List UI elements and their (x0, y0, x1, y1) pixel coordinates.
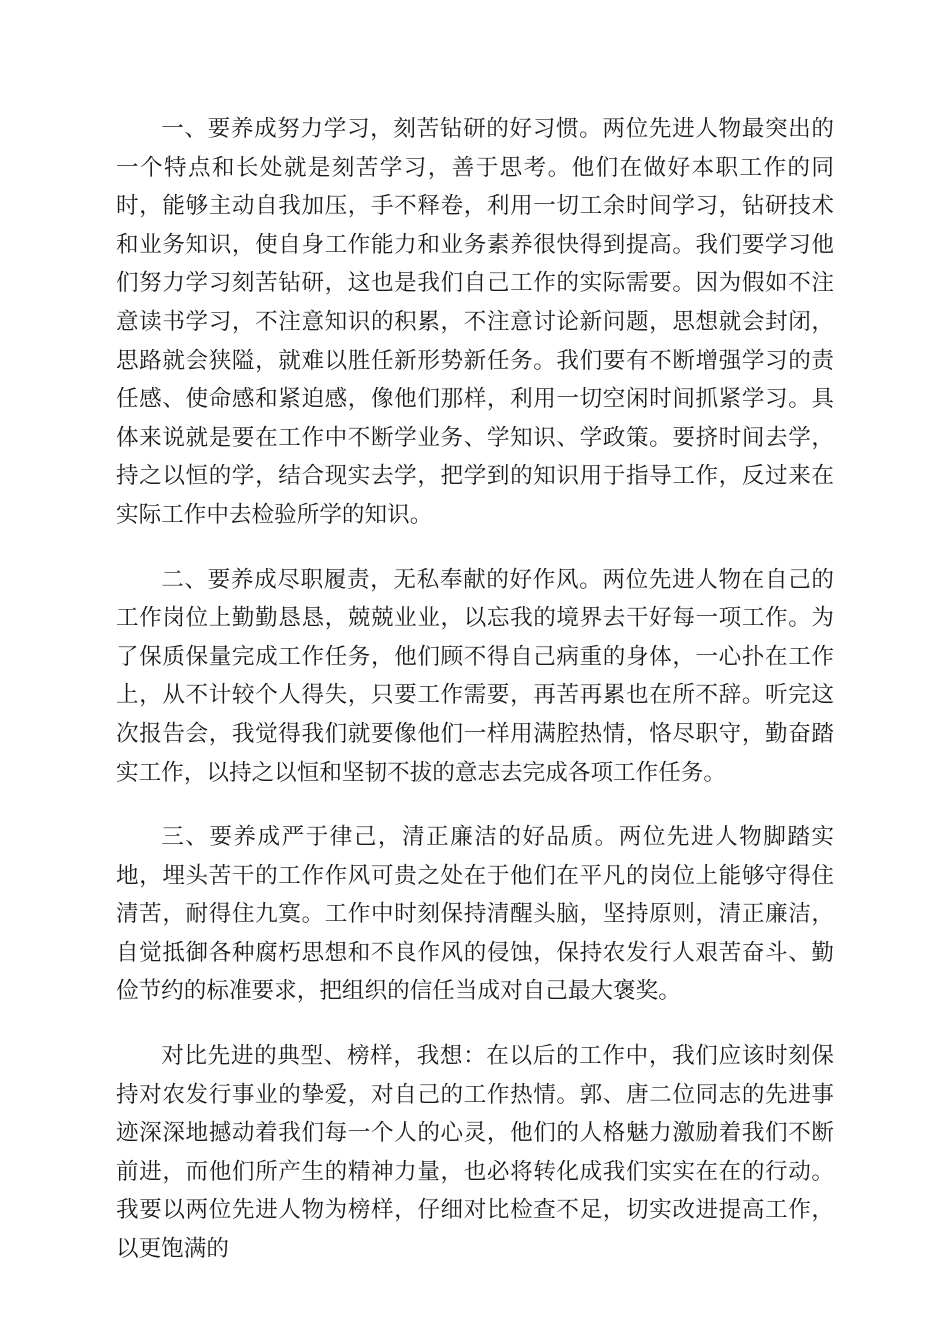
paragraph-reflection: 对比先进的典型、榜样，我想：在以后的工作中，我们应该时刻保持对农发行事业的挚爱，对自己的工作热情。郭、唐二位同志的先进事迹深深地撼动着我们每一个人的心灵，他们的人格魅力激励着我们不断前进，而他们所产生的精神力量，也必将转化成我们实实在在的行动。我要以两位先进人物为榜样，仔细对比检查不足，切实改进提高工作，以更饱满的 (116, 1043, 834, 1263)
paragraph-self-discipline: 三、要养成严于律己，清正廉洁的好品质。两位先进人物脚踏实地，埋头苦干的工作作风可贵之处在于他们在平凡的岗位上能够守得住清苦，耐得住九寞。工作中时刻保持清醒头脑，坚持原则，清正廉洁，自觉抵御各种腐朽思想和不良作风的侵蚀，保持农发行人艰苦奋斗、勤俭节约的标准要求，把组织的信任当成对自己最大褒奖。 (116, 824, 834, 1005)
document-body (116, 110, 834, 1295)
paragraph-duty-dedication: 二、要养成尽职履责，无私奉献的好作风。两位先进人物在自己的工作岗位上勤勤恳恳，兢兢业业，以忘我的境界去干好每一项工作。为了保质保量完成工作任务，他们顾不得自己病重的身体，一心扑在工作上，从不计较个人得失，只要工作需要，再苦再累也在所不辞。听完这次报告会，我觉得我们就要像他们一样用满腔热情，恪尽职守，勤奋踏实工作，以持之以恒和坚韧不拔的意志去完成各项工作任务。 (116, 566, 834, 786)
paragraph-study-habits: 一、要养成努力学习，刻苦钻研的好习惯。两位先进人物最突出的一个特点和长处就是刻苦学习，善于思考。他们在做好本职工作的同时，能够主动自我加压，手不释卷，利用一切工余时间学习，钻研技术和业务知识，使自身工作能力和业务素养很快得到提高。我们要学习他们努力学习刻苦钻研，这也是我们自己工作的实际需要。因为假如不注意读书学习，不注意知识的积累，不注意讨论新问题，思想就会封闭，思路就会狭隘，就难以胜任新形势新任务。我们要有不断增强学习的责任感、使命感和紧迫感，像他们那样，利用一切空闲时间抓紧学习。具体来说就是要在工作中不断学业务、学知识、学政策。要挤时间去学，持之以恒的学，结合现实去学，把学到的知识用于指导工作，反过来在实际工作中去检验所学的知识。 (116, 116, 834, 528)
